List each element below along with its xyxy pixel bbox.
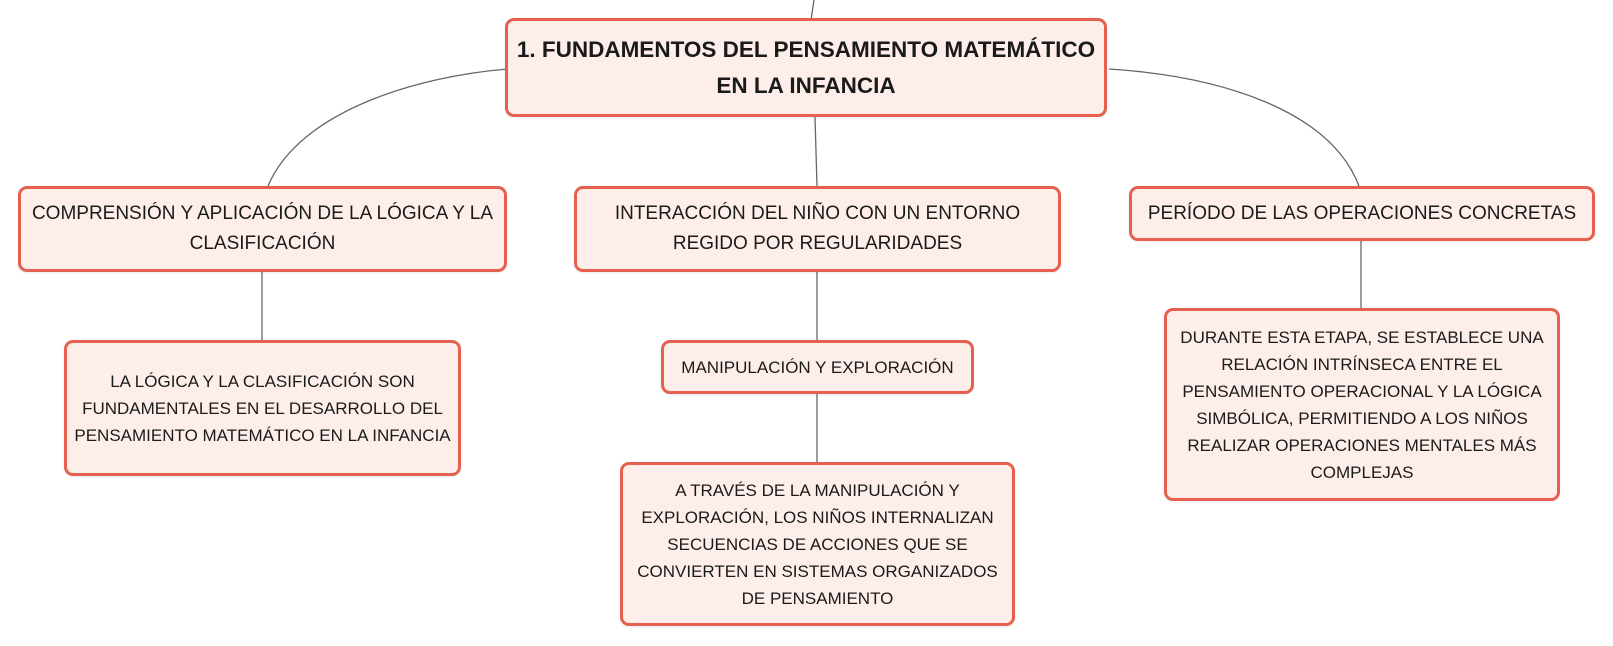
detail-node-operaciones[interactable] [1164, 308, 1560, 501]
detail-node-label: DURANTE ESTA ETAPA, SE ESTABLECE UNA RELACIÓN INTRÍNSECA ENTRE EL PENSAMIENTO OPERACIONAL Y LA LÓGICA SIMBÓLICA, PERMITIENDO A LOS NIÑOS REALIZAR OPERACIONES MENTALES MÁS COMPLEJAS [1180, 327, 1544, 482]
branch-node-logica-clasificacion[interactable] [18, 186, 507, 272]
subtopic-node-label: MANIPULACIÓN Y EXPLORACIÓN [681, 357, 954, 377]
root-topic-label: 1. FUNDAMENTOS DEL PENSAMIENTO MATEMÁTICO EN LA INFANCIA [516, 36, 1096, 98]
subtopic-node-manipulacion[interactable] [661, 340, 974, 394]
branch-node-interaccion-entorno[interactable] [574, 186, 1061, 272]
connector-root-to-branch-left [268, 69, 508, 186]
connector-root-to-branch-center [815, 117, 817, 186]
branch-node-label: PERÍODO DE LAS OPERACIONES CONCRETAS [1147, 202, 1577, 224]
detail-node-logica[interactable] [64, 340, 461, 476]
root-topic[interactable] [505, 18, 1107, 117]
detail-node-label: A TRAVÉS DE LA MANIPULACIÓN Y EXPLORACIÓN, LOS NIÑOS INTERNALIZAN SECUENCIAS DE ACCIONES QUE SE CONVIERTEN EN SISTEMAS ORGANIZADOS DE PENSAMIENTO [637, 480, 998, 608]
branch-node-label: INTERACCIÓN DEL NIÑO CON UN ENTORNO REGIDO POR REGULARIDADES [614, 203, 1021, 254]
detail-node-manipulacion[interactable] [620, 462, 1015, 626]
branch-node-label: COMPRENSIÓN Y APLICACIÓN DE LA LÓGICA Y LA CLASIFICACIÓN [31, 203, 494, 254]
connector-root-to-branch-right [1109, 69, 1359, 186]
detail-node-label: LA LÓGICA Y LA CLASIFICACIÓN SON FUNDAMENTALES EN EL DESARROLLO DEL PENSAMIENTO MATEMÁTICO EN LA INFANCIA [74, 371, 451, 445]
branch-node-operaciones-concretas[interactable] [1129, 186, 1595, 241]
connector-parent-to-root [811, 0, 814, 20]
